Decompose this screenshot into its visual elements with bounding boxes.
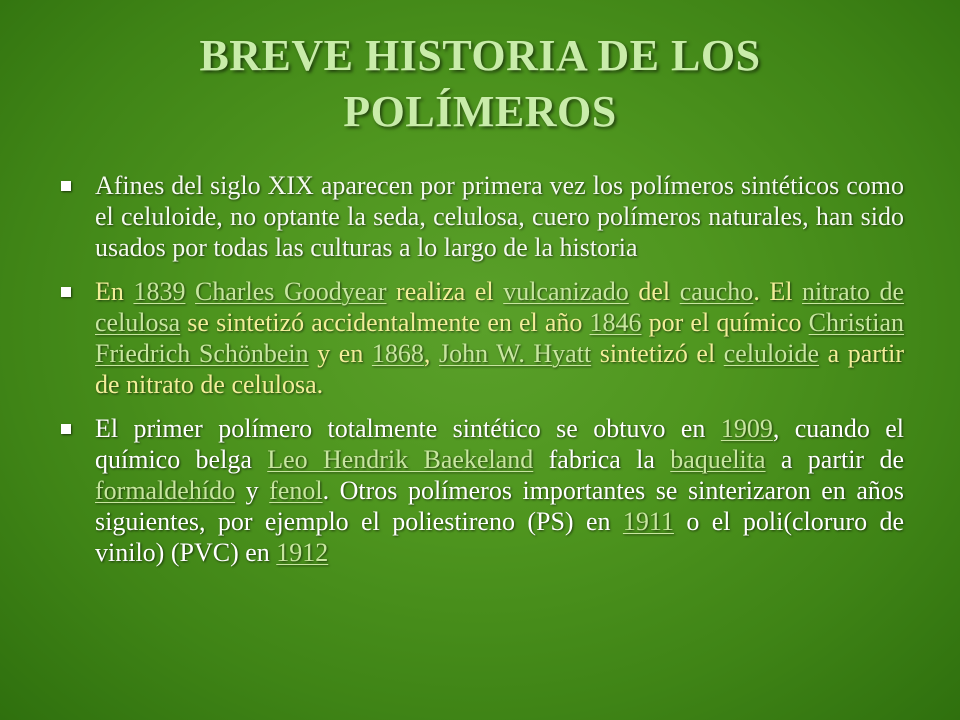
bullet-text-segment: El primer polímero totalmente sintético se obtuvo en: [95, 414, 721, 443]
bullet-list: [58, 170, 904, 581]
bullet-item-2: [58, 276, 904, 400]
hyperlink[interactable]: vulcanizado: [503, 277, 629, 306]
bullet-text-segment: ,: [423, 339, 439, 368]
bullet-text-segment: Afines del siglo XIX aparecen por primera vez los polímeros sintéticos como el celuloide, no optante la seda, celulosa, cuero polímeros naturales, han sido usados por todas las culturas a lo largo de la historia: [95, 171, 904, 262]
bullet-text-segment: . Otros polímeros importantes se sinterizaron en años siguientes, por ejemplo el poliestireno (PS) en: [95, 476, 904, 536]
square-bullet-icon: [61, 181, 71, 191]
bullet-item-3: [58, 413, 904, 568]
hyperlink[interactable]: fenol: [269, 476, 323, 505]
bullet-text-segment: realiza el: [386, 277, 504, 306]
bullet-text-segment: del: [628, 277, 680, 306]
hyperlink[interactable]: celuloide: [723, 339, 820, 368]
bullet-text-segment: a partir de: [765, 445, 904, 474]
bullet-text-segment: . El: [753, 277, 803, 306]
square-bullet-icon: [61, 424, 71, 434]
bullet-text-segment: o el poli(cloruro de vinilo) (PVC) en: [95, 507, 904, 567]
bullet-text: [95, 277, 904, 399]
bullet-text: [95, 414, 904, 567]
bullet-text-segment: , cuando el químico belga: [95, 414, 905, 474]
hyperlink[interactable]: formaldehído: [95, 476, 236, 505]
bullet-text-segment: se sintetizó accidentalmente en el año: [180, 308, 590, 337]
hyperlink[interactable]: 1868: [371, 339, 424, 368]
hyperlink[interactable]: 1909: [720, 414, 773, 443]
bullet-text-segment: y en: [308, 339, 372, 368]
bullet-text-segment: por el químico: [641, 308, 809, 337]
hyperlink[interactable]: 1846: [589, 308, 642, 337]
hyperlink[interactable]: 1839: [133, 277, 186, 306]
bullet-text-segment: [185, 277, 195, 306]
bullet-text-segment: y: [235, 476, 270, 505]
hyperlink[interactable]: John W. Hyatt: [438, 339, 592, 368]
hyperlink[interactable]: Christian Friedrich Schönbein: [95, 308, 904, 368]
hyperlink[interactable]: Charles Goodyear: [195, 277, 387, 306]
slide-title: BREVE HISTORIA DE LOS POLÍMEROS: [199, 31, 761, 136]
hyperlink[interactable]: 1912: [276, 538, 329, 567]
hyperlink[interactable]: baquelita: [670, 445, 766, 474]
hyperlink[interactable]: nitrato de celulosa: [95, 277, 904, 337]
bullet-text-segment: a partir de nitrato de celulosa.: [95, 339, 905, 399]
square-bullet-icon: [61, 287, 71, 297]
bullet-text-segment: En: [95, 277, 134, 306]
bullet-text-segment: sintetizó el: [591, 339, 724, 368]
hyperlink[interactable]: caucho: [679, 277, 754, 306]
bullet-text: [95, 171, 904, 262]
hyperlink[interactable]: 1911: [622, 507, 674, 536]
hyperlink[interactable]: Leo Hendrik Baekeland: [267, 445, 534, 474]
bullet-item-1: [58, 170, 904, 263]
bullet-text-segment: fabrica la: [533, 445, 671, 474]
